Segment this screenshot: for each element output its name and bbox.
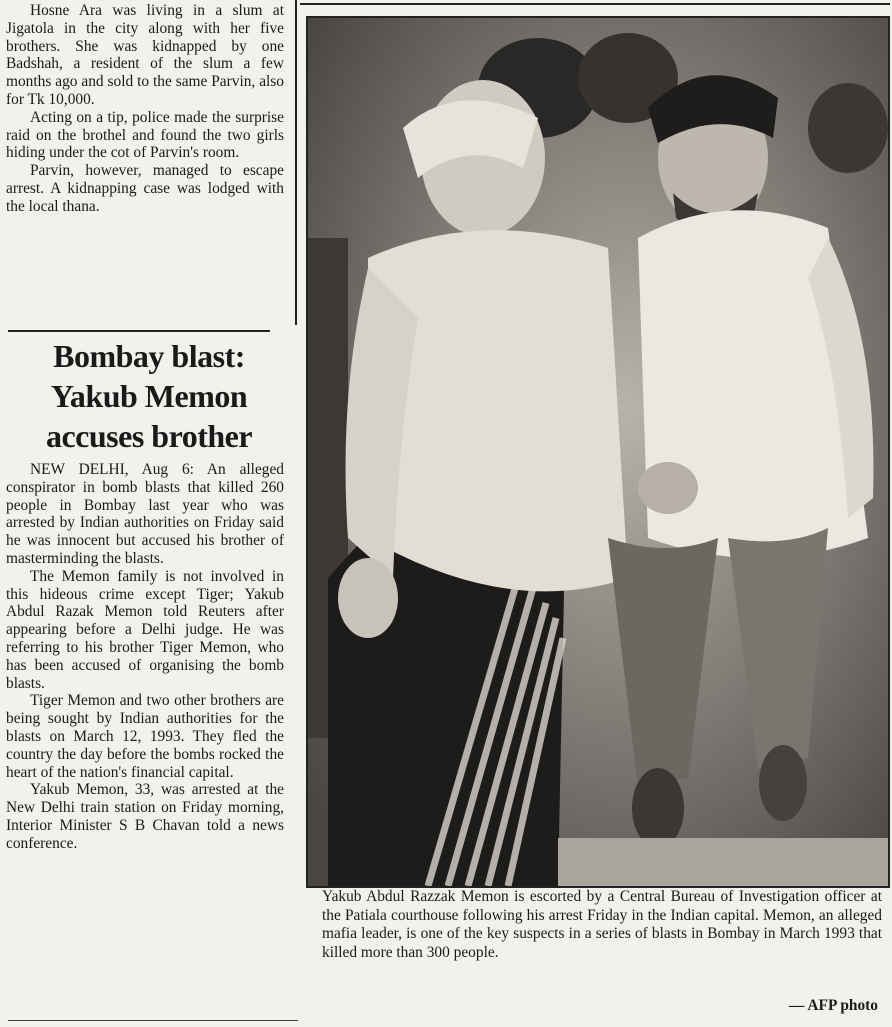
article-paragraph-2: The Memon family is not involved in this hideous crime except Tiger; Yakub Abdul Razak Memon told Reuters after appearing before a Delhi judge. He was referring to his brother Tiger Memon, who has been accused of organising the bomb blasts. bbox=[6, 567, 284, 692]
article-paragraph-3: Tiger Memon and two other brothers are being sought by Indian authorities for the blasts on March 12, 1993. They fled the country the day before the bombs rocked the heart of the nation's financial capital. bbox=[6, 692, 284, 781]
headline-line-1: Bombay blast: bbox=[53, 338, 245, 374]
article-paragraph-1: NEW DELHI, Aug 6: An alleged conspirator in bomb blasts that killed 260 people in Bombay last year who was arrested by Indian authorities on Friday said he was innocent but accused his brother of masterminding the blasts. bbox=[6, 461, 284, 567]
news-photo bbox=[306, 16, 890, 888]
top-story-paragraph-3: Parvin, however, managed to escape arrest. A kidnapping case was lodged with the local thana. bbox=[6, 162, 284, 215]
photo-illustration bbox=[308, 18, 888, 886]
top-story-paragraph-2: Acting on a tip, police made the surprise raid on the brothel and found the two girls hiding under the cot of Parvin's room. bbox=[6, 108, 284, 162]
story-separator-rule bbox=[8, 330, 270, 332]
article-body bbox=[6, 461, 284, 853]
headline-line-2: Yakub Memon bbox=[50, 378, 248, 414]
top-story-text bbox=[6, 2, 284, 216]
article-headline bbox=[4, 336, 294, 456]
top-story-paragraph-1: Hosne Ara was living in a slum at Jigatola in the city along with her five brothers. She was kidnapped by one Badshah, a resident of the slum a few months ago and sold to the same Parvin, also for Tk 10,000. bbox=[6, 2, 284, 108]
headline-line-3: accuses brother bbox=[45, 418, 253, 454]
caption-text: Yakub Abdul Razzak Memon is escorted by a Central Bureau of Investigation officer at the Patiala courthouse following his arrest Friday in the Indian capital. Memon, an alleged mafia leader, is one of the key suspects in a series of blasts in Bombay in March 1993 that killed more than 300 people. bbox=[322, 888, 882, 961]
bottom-rule bbox=[8, 1020, 298, 1021]
photo-credit: — AFP photo bbox=[789, 997, 878, 1014]
photo-top-rule bbox=[300, 3, 890, 5]
photo-caption bbox=[322, 888, 882, 962]
column-rule-vertical bbox=[295, 0, 297, 325]
article-paragraph-4: Yakub Memon, 33, was arrested at the New Delhi train station on Friday morning, Interior Minister S B Chavan told a news conference. bbox=[6, 781, 284, 852]
